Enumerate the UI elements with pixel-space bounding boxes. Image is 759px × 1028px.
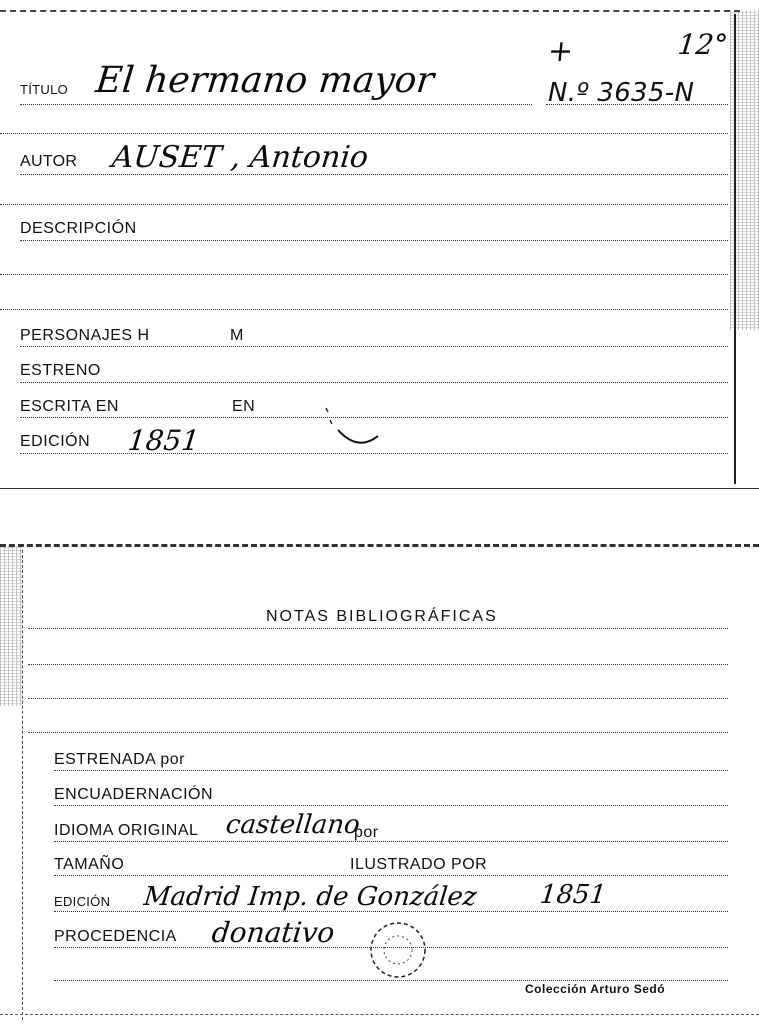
cross-mark: + <box>546 34 575 69</box>
edicion-line <box>20 453 728 454</box>
edicion-label: EDICIÓN <box>54 894 111 909</box>
estrenada-label: ESTRENADA por <box>54 751 185 768</box>
idioma-value: castellano <box>224 810 362 840</box>
escrita-en-label: EN <box>232 398 256 415</box>
collection-footer: Colección Arturo Sedó <box>525 982 666 996</box>
notas-line <box>28 628 728 629</box>
autor-line <box>20 174 728 175</box>
edicion-value: 1851 <box>126 424 201 457</box>
card-bottom-edge <box>0 488 759 489</box>
idioma-por-label: por <box>354 824 379 841</box>
descripcion-label: DESCRIPCIÓN <box>20 220 137 237</box>
procedencia-label: PROCEDENCIA <box>54 928 177 945</box>
edicion-label: EDICIÓN <box>20 433 91 450</box>
encuadernacion-line <box>54 805 728 806</box>
autor-value: AUSET , Antonio <box>110 140 370 175</box>
estreno-label: ESTRENO <box>20 362 101 379</box>
stamp-fragment <box>318 400 388 450</box>
scan-noise <box>0 546 22 706</box>
notas-line-4 <box>28 732 728 733</box>
edicion-line <box>54 911 728 912</box>
tamano-line <box>54 875 728 876</box>
footer-rule <box>0 1014 759 1015</box>
numero-line <box>546 104 728 105</box>
titulo-value: El hermano mayor <box>93 60 436 101</box>
bottom-line <box>54 980 728 981</box>
catalog-card-bottom <box>0 540 759 1028</box>
personajes-line <box>20 346 728 347</box>
library-stamp <box>366 918 430 982</box>
catalog-card-top <box>0 0 759 495</box>
card-right-border <box>734 14 736 484</box>
edicion-value: Madrid Imp. de González <box>142 882 479 912</box>
edicion-year: 1851 <box>538 880 608 910</box>
escrita-label: ESCRITA EN <box>20 398 119 415</box>
autor-label: AUTOR <box>20 153 78 170</box>
ilustrado-label: ILUSTRADO POR <box>350 856 488 873</box>
idioma-line <box>54 841 728 842</box>
personajes-label: PERSONAJES H <box>20 327 150 344</box>
corner-mark: 12° <box>676 28 730 61</box>
numero-value: N.º 3635-N <box>548 78 695 108</box>
card-left-border <box>22 550 23 1020</box>
descripcion-line <box>20 240 728 241</box>
rule-line <box>0 133 728 134</box>
estrenada-line <box>54 770 728 771</box>
idioma-label: IDIOMA ORIGINAL <box>54 822 199 839</box>
rule-line <box>0 204 728 205</box>
descripcion-line-2 <box>0 274 728 275</box>
procedencia-value: donativo <box>210 916 337 949</box>
card-top-edge <box>0 544 759 547</box>
personajes-m-label: M <box>230 327 244 344</box>
titulo-label: TÍTULO <box>20 82 69 97</box>
descripcion-line-3 <box>0 309 728 310</box>
estreno-line <box>20 382 728 383</box>
tamano-label: TAMAÑO <box>54 856 125 873</box>
notas-line-2 <box>28 664 728 665</box>
encuadernacion-label: ENCUADERNACIÓN <box>54 786 214 803</box>
titulo-line <box>20 104 532 105</box>
card-top-edge <box>0 10 740 12</box>
notas-heading: NOTAS BIBLIOGRÁFICAS <box>266 608 498 625</box>
notas-line-3 <box>28 698 728 699</box>
